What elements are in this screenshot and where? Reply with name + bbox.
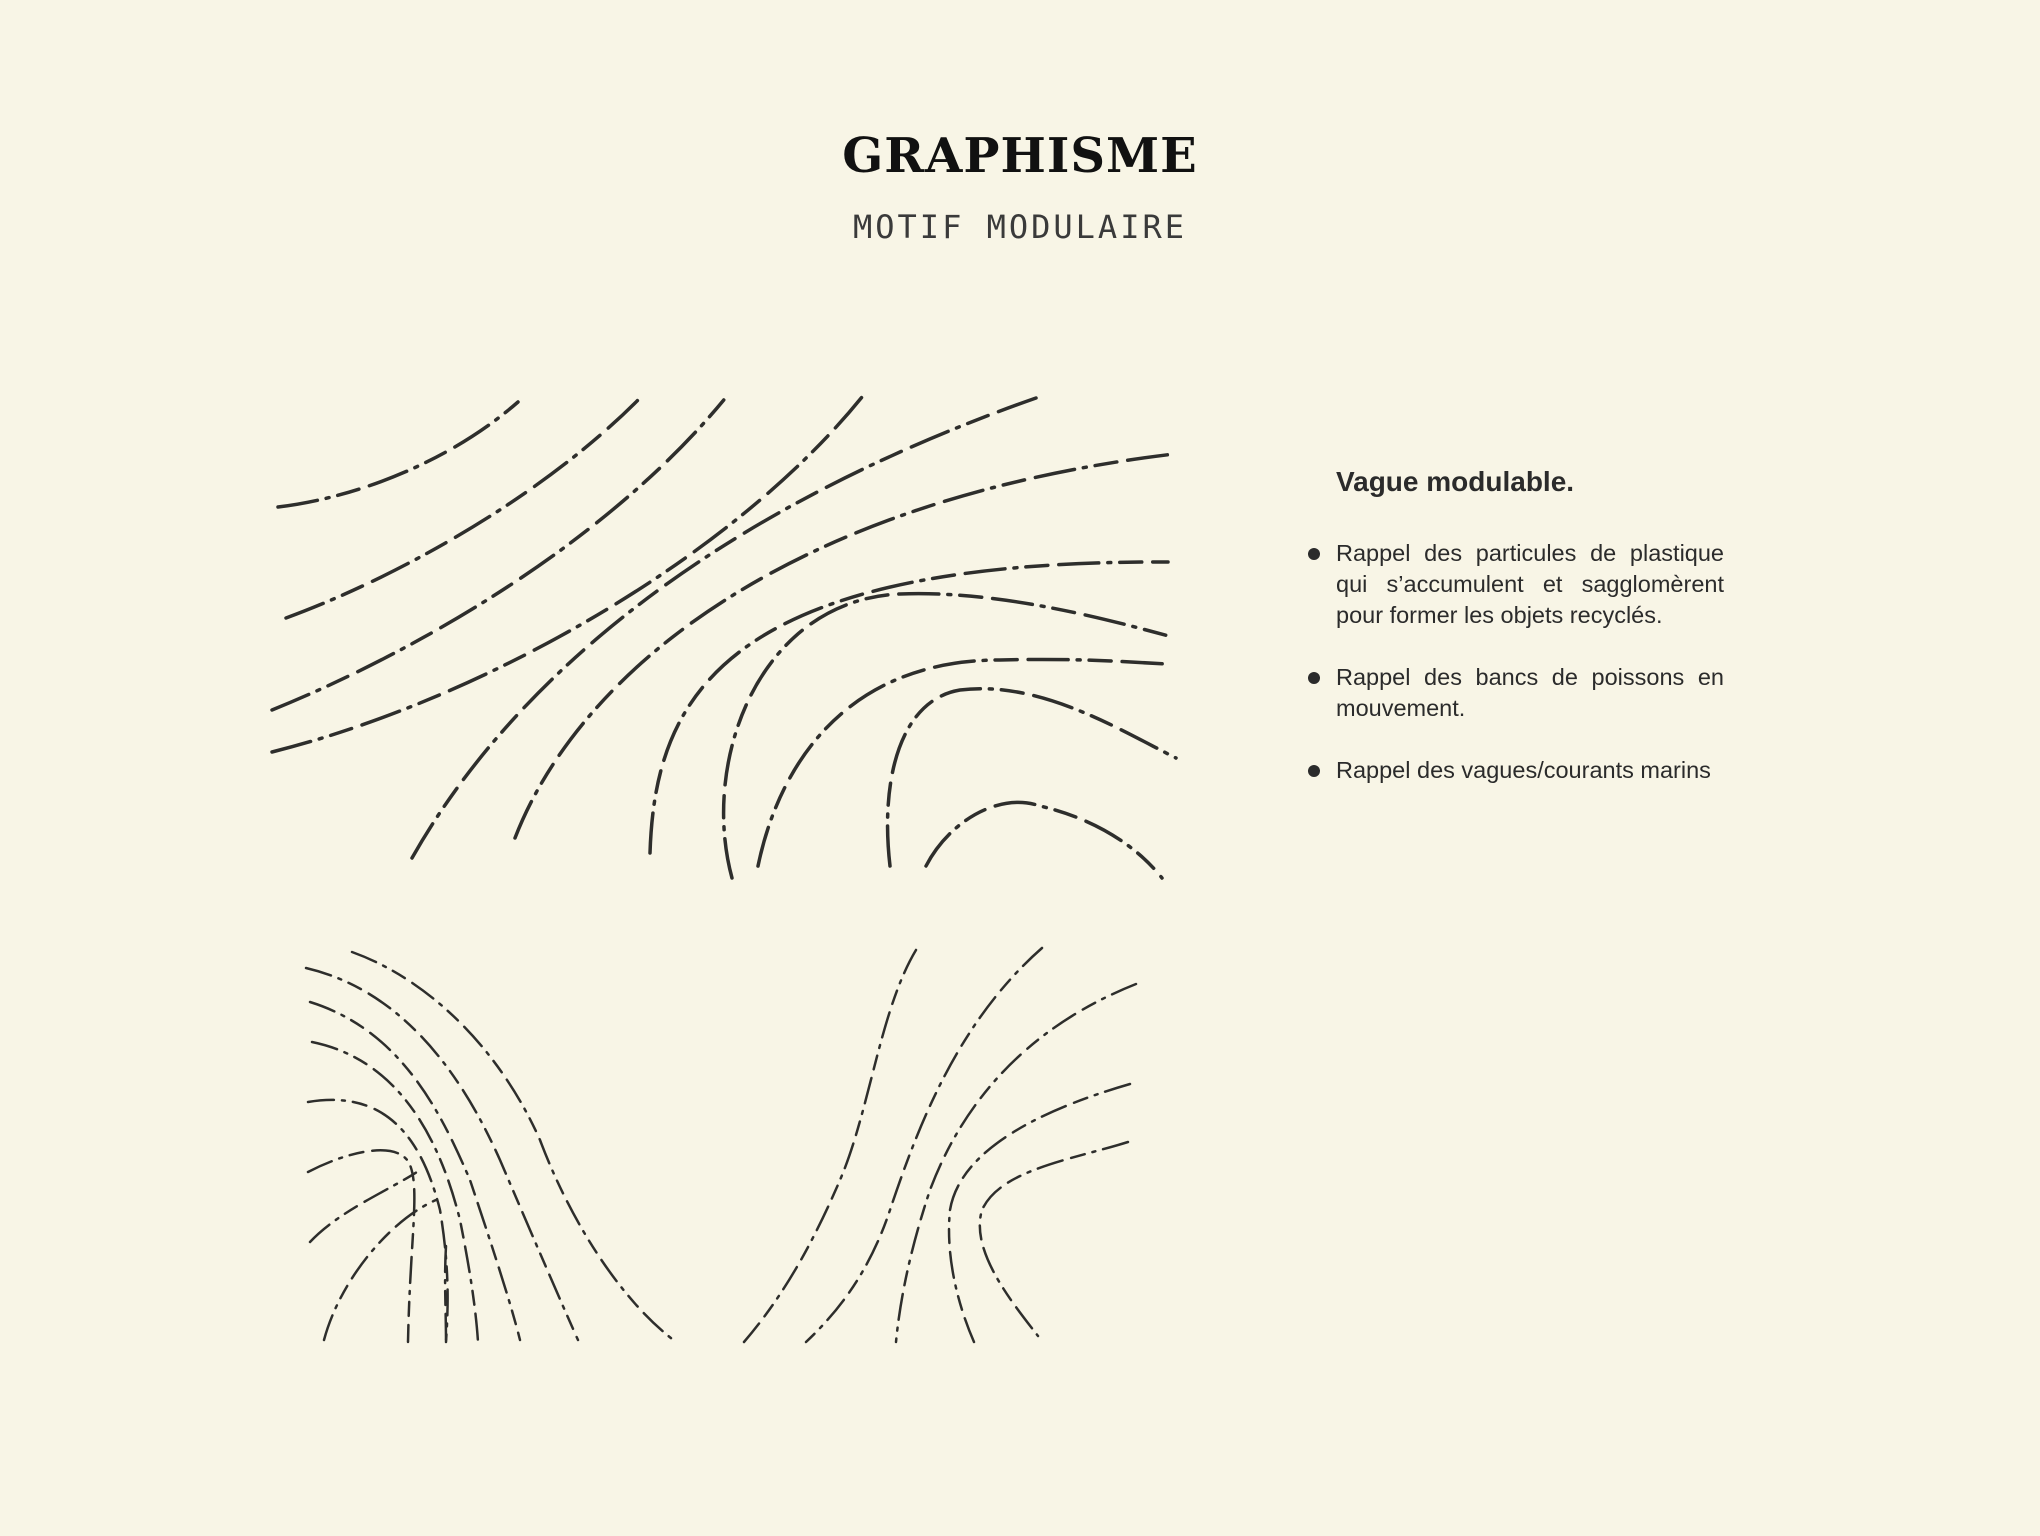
list-item-text: Rappel des bancs de poissons en mouvement. — [1336, 664, 1724, 721]
wave-line — [308, 1100, 448, 1342]
wave-line — [744, 950, 916, 1342]
wave-line — [412, 398, 1036, 858]
page-subtitle: MOTIF MODULAIRE — [853, 208, 1187, 246]
wave-line — [515, 454, 1174, 838]
info-panel — [1300, 466, 1724, 817]
wave-line — [324, 1200, 436, 1340]
wave-line — [352, 952, 676, 1342]
wave-line — [286, 396, 642, 618]
info-heading: Vague modulable. — [1336, 466, 1575, 497]
wave-line — [926, 802, 1162, 878]
wave-line — [949, 1084, 1130, 1342]
wave-line — [806, 948, 1042, 1342]
wave-line — [888, 689, 1176, 866]
wave-line — [306, 968, 578, 1340]
list-item-text: Rappel des vagues/courants marins — [1336, 757, 1711, 783]
bullet-list — [1300, 538, 1724, 786]
page-title: GRAPHISME — [842, 128, 1198, 184]
wave-line — [308, 1150, 414, 1342]
list-item — [1300, 662, 1724, 724]
wave-line — [272, 397, 862, 752]
list-item-text: Rappel des particules de plastique qui s’accumulent et sagglomèrent pour former les objets recyclés. — [1336, 540, 1724, 628]
list-item — [1300, 755, 1724, 786]
list-item — [1300, 538, 1724, 631]
wave-module-bottom — [306, 948, 1136, 1342]
wave-line — [278, 402, 518, 507]
wave-line — [445, 1246, 446, 1342]
bullet-dot-icon — [1308, 672, 1320, 684]
wave-line — [896, 984, 1136, 1342]
wave-line — [650, 562, 1168, 853]
bullet-dot-icon — [1308, 765, 1320, 777]
wave-line — [272, 396, 727, 710]
wave-module-top — [272, 396, 1176, 878]
wave-line — [312, 1042, 478, 1342]
wave-line — [310, 1170, 420, 1242]
wave-line — [980, 1142, 1128, 1336]
bullet-dot-icon — [1308, 548, 1320, 560]
